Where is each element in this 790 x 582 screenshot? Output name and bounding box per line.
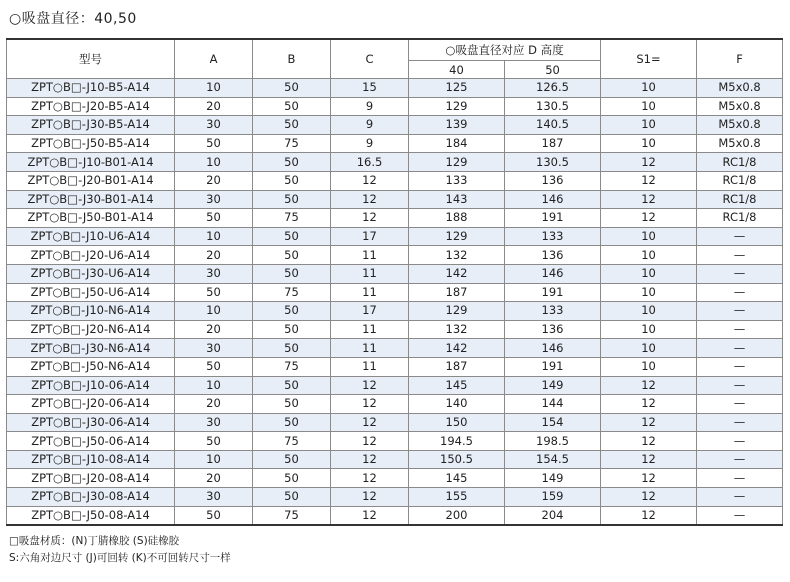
cell-model: ZPT○B□-J30-06-A14 [7,413,175,432]
cell-f: — [697,469,783,488]
cell-a: 20 [175,320,253,339]
cell-c: 12 [331,506,409,525]
header-model: 型号 [7,39,175,79]
cell-b: 75 [253,432,331,451]
cell-d40: 142 [409,339,505,358]
table-row [7,97,783,116]
cell-a: 20 [175,171,253,190]
cell-s1: 12 [601,469,697,488]
table-row [7,116,783,135]
cell-f: — [697,227,783,246]
cell-model: ZPT○B□-J50-N6-A14 [7,357,175,376]
cell-c: 9 [331,116,409,135]
cell-f: M5x0.8 [697,79,783,98]
cell-d40: 145 [409,376,505,395]
cell-a: 30 [175,190,253,209]
cell-s1: 10 [601,320,697,339]
cell-model: ZPT○B□-J20-B01-A14 [7,171,175,190]
cell-d50: 159 [505,488,601,507]
header-d40: 40 [409,61,505,79]
cell-model: ZPT○B□-J30-B01-A14 [7,190,175,209]
cell-d40: 187 [409,357,505,376]
cell-a: 10 [175,153,253,172]
cell-d40: 132 [409,246,505,265]
cell-c: 9 [331,97,409,116]
cell-d40: 155 [409,488,505,507]
cell-f: M5x0.8 [697,97,783,116]
cell-d40: 150 [409,413,505,432]
cell-s1: 10 [601,264,697,283]
cell-model: ZPT○B□-J10-06-A14 [7,376,175,395]
table-row [7,413,783,432]
cell-a: 10 [175,227,253,246]
cell-c: 11 [331,246,409,265]
cell-b: 75 [253,209,331,228]
table-row [7,209,783,228]
cell-a: 50 [175,134,253,153]
cell-d50: 126.5 [505,79,601,98]
cell-b: 50 [253,264,331,283]
table-body [7,79,783,526]
cell-model: ZPT○B□-J30-08-A14 [7,488,175,507]
cell-s1: 10 [601,97,697,116]
cell-d50: 136 [505,246,601,265]
cell-d50: 191 [505,283,601,302]
cell-s1: 12 [601,413,697,432]
table-row [7,395,783,414]
cell-s1: 12 [601,209,697,228]
cell-d50: 191 [505,357,601,376]
cell-f: — [697,320,783,339]
cell-a: 10 [175,302,253,321]
cell-model: ZPT○B□-J20-06-A14 [7,395,175,414]
cell-b: 50 [253,190,331,209]
cell-c: 17 [331,227,409,246]
header-c: C [331,39,409,79]
cell-f: — [697,283,783,302]
cell-a: 10 [175,376,253,395]
cell-d50: 133 [505,227,601,246]
cell-c: 12 [331,171,409,190]
table-row [7,246,783,265]
table-row [7,506,783,525]
cell-d40: 143 [409,190,505,209]
cell-a: 30 [175,339,253,358]
cell-a: 10 [175,79,253,98]
table-row [7,450,783,469]
cell-d40: 140 [409,395,505,414]
cell-d40: 142 [409,264,505,283]
cell-s1: 12 [601,171,697,190]
cell-b: 50 [253,413,331,432]
cell-c: 9 [331,134,409,153]
cell-a: 50 [175,506,253,525]
material-note: □吸盘材质：(N)丁腈橡胶 (S)硅橡胶 [9,535,180,547]
cell-f: — [697,376,783,395]
cell-c: 12 [331,376,409,395]
cell-s1: 10 [601,339,697,358]
cell-d50: 130.5 [505,97,601,116]
cell-c: 12 [331,450,409,469]
cell-d50: 136 [505,320,601,339]
cell-d50: 146 [505,339,601,358]
cell-b: 75 [253,283,331,302]
cell-f: — [697,357,783,376]
cell-c: 12 [331,488,409,507]
cell-b: 50 [253,450,331,469]
cell-f: — [697,395,783,414]
cell-f: RC1/8 [697,153,783,172]
page-title: ○吸盘直径：40,50 [9,11,137,27]
cell-d50: 187 [505,134,601,153]
cell-s1: 12 [601,395,697,414]
cell-f: — [697,339,783,358]
table-row [7,339,783,358]
cell-a: 30 [175,413,253,432]
cell-model: ZPT○B□-J50-08-A14 [7,506,175,525]
cell-c: 11 [331,264,409,283]
cell-a: 30 [175,488,253,507]
cell-c: 12 [331,190,409,209]
table-row [7,283,783,302]
cell-d40: 188 [409,209,505,228]
header-d-group: ○吸盘直径对应 D 高度 [409,39,601,61]
cell-model: ZPT○B□-J50-B01-A14 [7,209,175,228]
cell-c: 12 [331,413,409,432]
cell-f: — [697,450,783,469]
cell-d50: 146 [505,190,601,209]
cell-d50: 130.5 [505,153,601,172]
cell-model: ZPT○B□-J20-U6-A14 [7,246,175,265]
cell-model: ZPT○B□-J30-B5-A14 [7,116,175,135]
table-row [7,153,783,172]
cell-d50: 149 [505,376,601,395]
cell-c: 16.5 [331,153,409,172]
cell-f: — [697,302,783,321]
cell-b: 50 [253,376,331,395]
table-row [7,302,783,321]
cell-f: RC1/8 [697,190,783,209]
cell-a: 30 [175,264,253,283]
cell-b: 50 [253,79,331,98]
cell-c: 12 [331,395,409,414]
cell-d40: 125 [409,79,505,98]
cell-b: 50 [253,469,331,488]
cell-d40: 145 [409,469,505,488]
cell-model: ZPT○B□-J20-08-A14 [7,469,175,488]
table-row [7,376,783,395]
cell-s1: 10 [601,227,697,246]
table-row [7,79,783,98]
table-row [7,357,783,376]
cell-b: 50 [253,153,331,172]
cell-d50: 204 [505,506,601,525]
cell-f: — [697,488,783,507]
cell-model: ZPT○B□-J10-B01-A14 [7,153,175,172]
cell-c: 12 [331,209,409,228]
table-row [7,190,783,209]
cell-c: 11 [331,339,409,358]
cell-b: 50 [253,97,331,116]
cell-b: 50 [253,488,331,507]
cell-b: 50 [253,339,331,358]
cell-d40: 132 [409,320,505,339]
header-s1: S1= [601,39,697,79]
cell-s1: 10 [601,134,697,153]
cell-a: 20 [175,395,253,414]
cell-s1: 10 [601,302,697,321]
cell-b: 50 [253,395,331,414]
cell-c: 12 [331,469,409,488]
cell-f: — [697,506,783,525]
cell-f: — [697,264,783,283]
cell-model: ZPT○B□-J50-06-A14 [7,432,175,451]
header-b: B [253,39,331,79]
cell-d50: 154 [505,413,601,432]
cell-d50: 198.5 [505,432,601,451]
cell-d40: 129 [409,302,505,321]
cell-a: 20 [175,97,253,116]
cell-b: 75 [253,506,331,525]
cell-model: ZPT○B□-J10-N6-A14 [7,302,175,321]
table-row [7,469,783,488]
cell-d50: 146 [505,264,601,283]
cell-c: 17 [331,302,409,321]
cell-model: ZPT○B□-J20-N6-A14 [7,320,175,339]
cell-f: RC1/8 [697,171,783,190]
cell-s1: 12 [601,488,697,507]
cell-s1: 12 [601,432,697,451]
cell-c: 11 [331,320,409,339]
cell-s1: 12 [601,190,697,209]
cell-d40: 150.5 [409,450,505,469]
table-row [7,227,783,246]
cell-b: 75 [253,134,331,153]
cell-a: 20 [175,469,253,488]
cell-model: ZPT○B□-J30-U6-A14 [7,264,175,283]
cell-c: 11 [331,283,409,302]
cell-f: M5x0.8 [697,134,783,153]
cell-d40: 129 [409,153,505,172]
cell-s1: 10 [601,246,697,265]
cell-b: 50 [253,246,331,265]
cell-d40: 129 [409,227,505,246]
header-a: A [175,39,253,79]
cell-f: M5x0.8 [697,116,783,135]
table-row [7,320,783,339]
cell-a: 20 [175,246,253,265]
cell-model: ZPT○B□-J20-B5-A14 [7,97,175,116]
cell-d40: 129 [409,97,505,116]
header-f: F [697,39,783,79]
cell-d40: 133 [409,171,505,190]
cell-f: — [697,432,783,451]
cell-a: 50 [175,432,253,451]
cell-model: ZPT○B□-J10-U6-A14 [7,227,175,246]
header-d50: 50 [505,61,601,79]
cell-s1: 10 [601,357,697,376]
cell-s1: 10 [601,79,697,98]
cell-s1: 12 [601,506,697,525]
cell-s1: 12 [601,376,697,395]
cell-s1: 10 [601,116,697,135]
cell-s1: 12 [601,450,697,469]
cell-model: ZPT○B□-J50-U6-A14 [7,283,175,302]
cell-d50: 144 [505,395,601,414]
cell-f: — [697,413,783,432]
spec-table [6,38,783,526]
cell-d40: 187 [409,283,505,302]
cell-b: 50 [253,320,331,339]
cell-model: ZPT○B□-J10-08-A14 [7,450,175,469]
table-row [7,432,783,451]
cell-d40: 200 [409,506,505,525]
cell-b: 50 [253,302,331,321]
cell-d40: 139 [409,116,505,135]
cell-s1: 10 [601,283,697,302]
cell-f: — [697,246,783,265]
cell-d40: 194.5 [409,432,505,451]
cell-b: 50 [253,116,331,135]
cell-c: 15 [331,79,409,98]
table-row [7,134,783,153]
cell-d50: 140.5 [505,116,601,135]
cell-model: ZPT○B□-J10-B5-A14 [7,79,175,98]
cell-a: 50 [175,357,253,376]
cell-s1: 12 [601,153,697,172]
cell-d50: 133 [505,302,601,321]
table-row [7,264,783,283]
s-note: S:六角对边尺寸 (J)可回转 (K)不可回转尺寸一样 [9,552,231,564]
cell-model: ZPT○B□-J50-B5-A14 [7,134,175,153]
cell-model: ZPT○B□-J30-N6-A14 [7,339,175,358]
cell-c: 12 [331,432,409,451]
cell-f: RC1/8 [697,209,783,228]
cell-b: 75 [253,357,331,376]
cell-d50: 136 [505,171,601,190]
cell-d50: 149 [505,469,601,488]
cell-d50: 154.5 [505,450,601,469]
table-row [7,488,783,507]
cell-a: 30 [175,116,253,135]
cell-d40: 184 [409,134,505,153]
cell-a: 50 [175,209,253,228]
cell-a: 50 [175,283,253,302]
cell-d50: 191 [505,209,601,228]
table-row [7,171,783,190]
cell-b: 50 [253,227,331,246]
cell-b: 50 [253,171,331,190]
cell-c: 11 [331,357,409,376]
cell-a: 10 [175,450,253,469]
